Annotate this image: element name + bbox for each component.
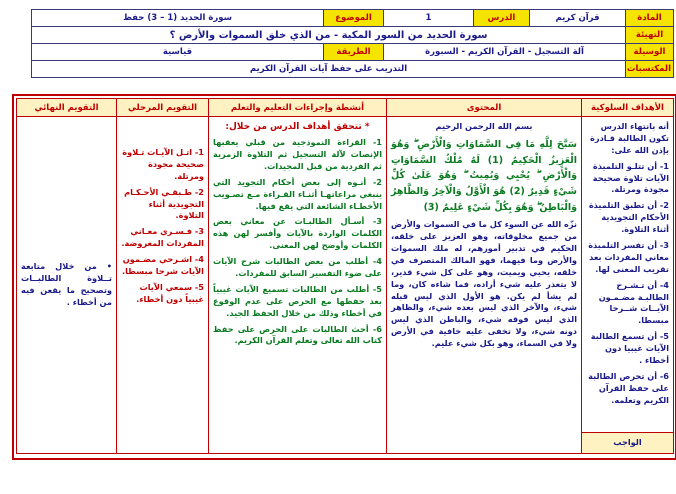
lesson-value: 1 [384,10,474,27]
goal-item: 5- أن تسمع الطالبة الآيات غيبيا دون أخطاء . [590,331,669,366]
final-cell [17,117,117,454]
col-content-header: المحتوى [387,99,582,117]
activity-item: 2- أنـوه إلى بعض أحكام التجويد التي ينبغي مراعاتهـا أثنـاء القـراءة مـع تصـويب الأخطـاء الشائعة التي يقع فيها. [213,176,382,211]
topic-value: سورة الحديد (1 – 3) حفظ [32,10,324,27]
subject-label: المادة [626,10,674,27]
final-text: • من خلال متابعة تــلاوة الطالبــات وتصحيح ما يقعن فيه من أخطاء . [21,261,112,307]
formative-item: 2- طـبقـي الأحـكـام التجويدية أثناء التلاوة. [124,186,204,221]
topic-label: الموضوع [324,10,384,27]
activity-item: 6- أحث الطالبات على الحرص على حفظ كتاب الله تعالى وتعلم القرآن الكريم. [213,323,382,346]
activity-item: 5- أطلب من الطالبات تسميع الآيات غيبياً بعد حفظها مع الحرص على عدم الوقوع في أخطاء وذلك من خلال الحفظ الجيد. [213,283,382,318]
quran-verses: سَبَّحَ لِلَّهِ مَا فِي السَّمَاوَاتِ وَالْأَرْضِ ۖ وَهُوَ الْعَزِيزُ الْحَكِيمُ (1) لَهُ مُلْكُ السَّمَاوَاتِ وَالْأَرْضِ ۖ يُحْيِي وَيُمِيتُ ۖ وَهُوَ عَلَىٰ كُلِّ شَيْءٍ قَدِيرٌ (2) هُوَ الْأَوَّلُ وَالْآخِرُ وَالظَّاهِرُ وَالْبَاطِنُ ۖ وَهُوَ بِكُلِّ شَيْءٍ عَلِيمٌ (3) [391,138,577,213]
lesson-label: الدرس [474,10,530,27]
aids-label: الوسيلة [626,44,674,61]
method-label: الطريقة [324,44,384,61]
goal-item: 3- أن تفسر التلميذة معاني المفردات بعد تقريب المعنى لها. [588,240,669,274]
goal-item: 4- أن تـشـرح الطالبـة مضـمـون الآيــات شــرحا مبسطا. [598,279,669,326]
goal-item: 1- أن تتلـو التلميذة الآيات تلاوة صحيحة مجودة ومرتلة. [592,160,669,195]
goal-item: 6- أن تحرص الطالبة على حفظ القرآن الكريم وتعلمه. [588,370,669,405]
basmala: بسم الله الرحمن الرحيم [435,121,533,131]
col-goals-header: الأهداف السلوكية [582,99,674,117]
skills-label: المكتسبات [626,61,674,78]
lesson-header-table [31,9,674,78]
formative-item: 4- اشـرحي مضـمون الآيات شرحا مبسطا. [121,254,204,277]
content-cell [387,117,582,454]
intro-value: سورة الحديد من السور المكية - من الذي خلق السموات والأرض ؟ [32,27,626,44]
goals-intro: أنه بانتهاء الدرس تكون الطالبة قـادرة بإذن الله على: [590,121,669,155]
activity-item: 4- أطلب من بعض الطالبات شرح الآيات على ضوء التفسير السابق للمفردات. [213,256,382,278]
activity-item: 1- القراءة النموذجية من قبلي يعقبها الإنصات لآلة التسجيل ثم التلاوة الزمرية ثم الفردية من قبل المجيدات. [213,137,382,171]
col-formative-header: التقويم المرحلي [117,99,209,117]
tafsir-text: نزّه الله عن السوء كل ما في السموات والأرض من جميع مخلوقاته، وهو العزيز على خلقه، الحكيم في تدبير أمورهم، له ملك السموات والأرض وما فيهما، فهو المالك المتصرف في خلقه، يحيي ويميت، وهو على كل شيء قدير، لا يتعذر عليه شيء أراده، فما شاءه كان، وما لم يشأ لم يكن. هو الأول الذي ليس قبله شيء، والآخر الذي ليس بعده شيء، والظاهر الذي ليس فوقه شيء، والباطن الذي ليس دونه شيء، ولا تخفى عليه خافية في الأرض ولا في السماء، وهو بكل شيء عليم. [391,219,577,349]
goals-cell [582,117,674,433]
method-value: قياسية [32,44,324,61]
homework-label: الواجب [582,433,674,454]
col-activities-header: أنشطة وإجراءات التعليم والتعلم [209,99,387,117]
formative-item: 1- اتـل الآيـات تـلاوة صحيحة مجودة ومرتلة. [122,147,204,181]
activities-heading: * تتحقق أهداف الدرس من خلال: [225,122,370,132]
formative-item: 5- سمعي الآيات غيبياً دون أخطاء. [136,281,204,304]
activity-item: 3- أسـأل الطالبـات عن معاني بعض الكلمات الواردة بالآيات وأفسر لهن هذه الكلمات وأوضح لهن المعنى. [213,216,382,251]
intro-label: التهيئة [626,27,674,44]
formative-cell [117,117,209,454]
formative-item: 3- فـسـري معـاني المفردات المعروضة. [121,226,204,249]
activities-cell [209,117,387,454]
skills-value: التدريب على حفظ آيات القرآن الكريم [32,61,626,78]
subject-value: قرآن كريم [530,10,626,27]
lesson-plan-table [16,98,674,454]
col-final-header: التقويم النهائي [17,99,117,117]
aids-value: آلة التسجيل - القرآن الكريم - السبورة [384,44,626,61]
goal-item: 2- أن تطبق التلميذة الأحكام التجويدية أثناء التلاوة. [588,200,669,235]
